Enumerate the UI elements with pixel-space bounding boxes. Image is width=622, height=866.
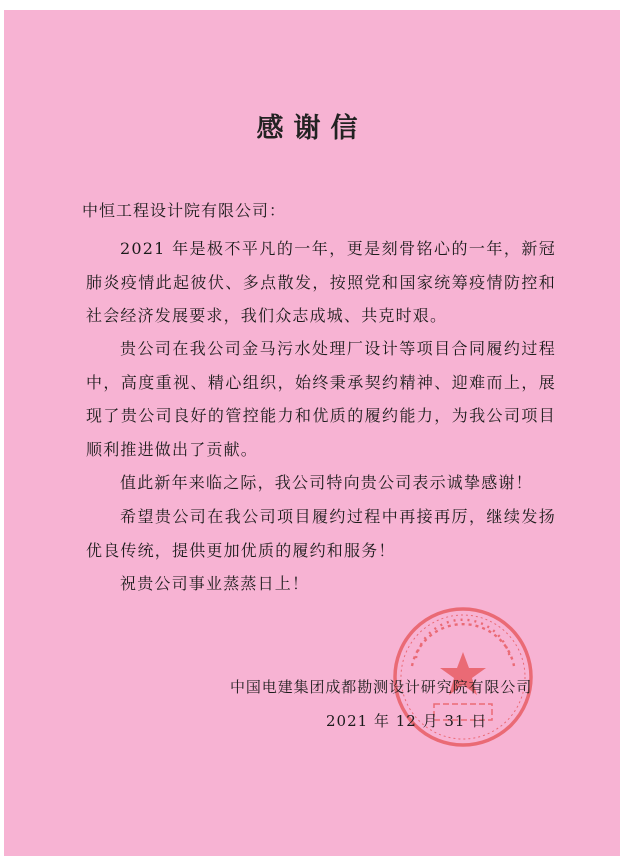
letter-paragraph: 希望贵公司在我公司项目履约过程中再接再厉，继续发扬优良传统，提供更加优质的履约和服务！: [86, 507, 556, 560]
letter-paragraph: 祝贵公司事业蒸蒸日上！: [120, 574, 310, 593]
letter-page: [4, 10, 620, 856]
letter-paragraph: 贵公司在我公司金马污水处理厂设计等项目合同履约过程中，高度重视、精心组织，始终秉承契约精神、迎难而上，展现了贵公司良好的管控能力和优质的履约能力，为我公司项目顺利推进做出了贡献。: [86, 339, 556, 459]
letter-date: 2021 年 12 月 31 日: [326, 712, 488, 730]
letter-paragraph: 值此新年来临之际，我公司特向贵公司表示诚挚感谢！: [120, 473, 533, 492]
letter-title: 感谢信: [256, 113, 368, 144]
letter-greeting: 中恒工程设计院有限公司：: [82, 201, 287, 220]
letter-paragraph: 2021 年是极不平凡的一年，更是刻骨铭心的一年，新冠肺炎疫情此起彼伏、多点散发，按照党和国家统筹疫情防控和社会经济发展要求，我们众志成城、共克时艰。: [86, 239, 556, 325]
signer-name: 中国电建集团成都勘测设计研究院有限公司: [230, 678, 533, 696]
